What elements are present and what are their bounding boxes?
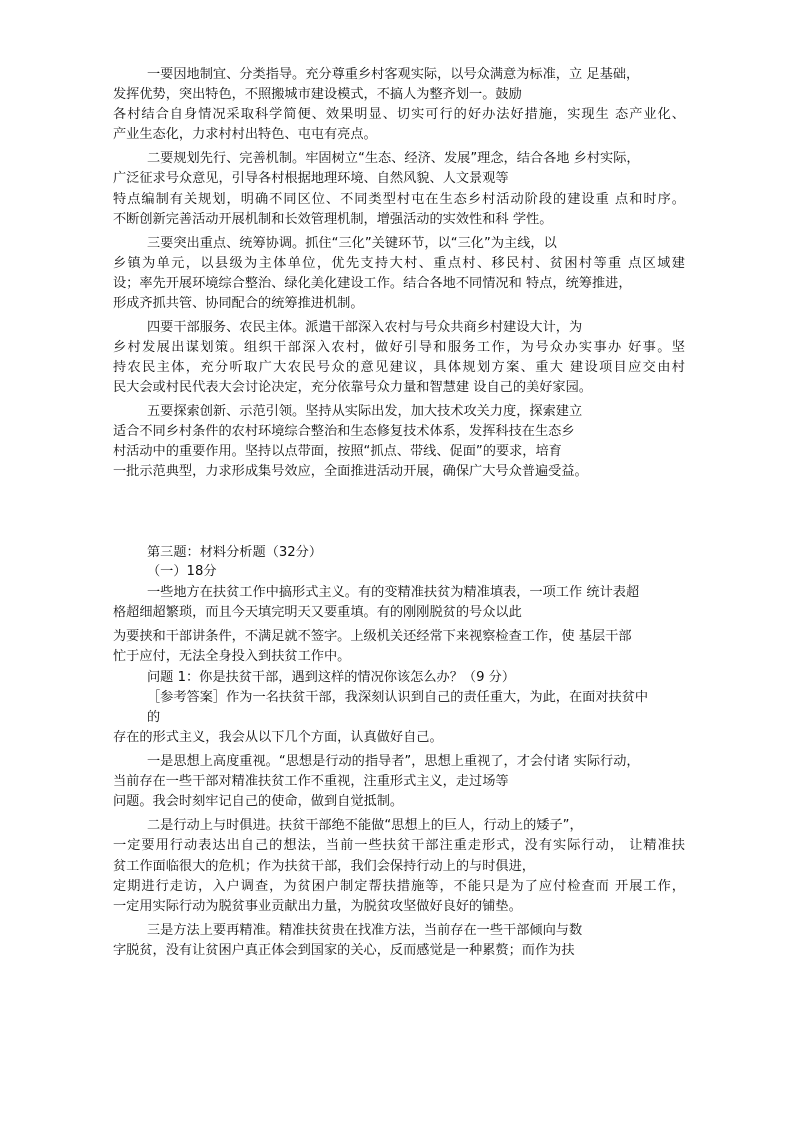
text-line: 乡村发展出谋划策。组织干部深入农村，做好引导和服务工作，为号众办实事办 好事。坚 bbox=[113, 340, 685, 355]
text-line: 村活动中的重要作用。坚持以点带面，按照“抓点、带线、促面”的要求，培育 bbox=[113, 444, 562, 459]
text-line: 一是思想上高度重视。“思想是行动的指导者”，思想上重视了，才会付诸 实际行动， bbox=[147, 754, 640, 769]
question-line: 问题 1：你是扶贫干部，遇到这样的情况你该怎么办？（9 分） bbox=[147, 670, 516, 685]
text-line: 一定要用行动表达出自己的想法，当前一些扶贫干部注重走形式，没有实际行动， 让精准扶 bbox=[113, 838, 685, 853]
text-line: 三要突出重点、统筹协调。抓住“三化”关键环节，以“三化”为主线，以 bbox=[147, 236, 557, 251]
text-line: 广泛征求号众意见，引导各村根据地理环境、自然风貌、人文景观等 bbox=[113, 171, 509, 186]
text-line: 三是方法上要再精准。精准扶贫贵在找准方法，当前存在一些干部倾向与数 bbox=[147, 923, 583, 938]
text-line: 一些地方在扶贫工作中搞形式主义。有的变精准扶贫为精准填表，一项工作 统计表超 bbox=[147, 585, 640, 600]
text-line: 设；率先开展环境综合整治、绿化美化建设工作。结合各地不同情况和 特点，统筹推进， bbox=[113, 276, 632, 291]
text-line: 的 bbox=[147, 710, 161, 725]
section-title: 第三题：材料分析题（32分） bbox=[147, 545, 323, 560]
text-line: 不断创新完善活动开展机制和长效管理机制，增强活动的实效性和科 学性。 bbox=[113, 212, 553, 227]
subsection-title: （一）18分 bbox=[147, 564, 217, 579]
text-line: 发挥优势，突出特色，不照搬城市建设模式，不搞人为整齐划一。鼓励 bbox=[113, 87, 522, 102]
text-line: 一定用实际行动为脱贫事业贡献出力量，为脱贫攻坚做好良好的铺垫。 bbox=[113, 899, 522, 914]
text-line: 问题。我会时刻牢记自己的使命，做到自觉抵制。 bbox=[113, 794, 404, 809]
text-line: 产业生态化，力求村村出特色、屯屯有亮点。 bbox=[113, 127, 377, 142]
text-line: 五要探索创新、示范引领。坚持从实际出发，加大技术攻关力度，探索建立 bbox=[147, 404, 583, 419]
text-line: 贫工作面临很大的危机；作为扶贫干部，我们会保持行动上的与时俱进， bbox=[113, 859, 535, 874]
text-line: 四要干部服务、农民主体。派遣干部深入农村与号众共商乡村建设大计，为 bbox=[147, 320, 583, 335]
text-line: 二要规划先行、完善机制。牢固树立“生态、经济、发展”理念，结合各地 乡村实际， bbox=[147, 151, 640, 166]
text-line: 字脱贫，没有让贫困户真正体会到国家的关心，反而感觉是一种累赘；而作为扶 bbox=[113, 943, 575, 958]
text-line: 适合不同乡村条件的农村环境综合整治和生态修复技术体系，发挥科技在生态乡 bbox=[113, 424, 575, 439]
text-line: 为要挟和干部讲条件，不满足就不签字。上级机关还经常下来视察检查工作，使 基层干部 bbox=[113, 629, 632, 644]
text-line: 忙于应付，无法全身投入到扶贫工作中。 bbox=[113, 649, 351, 664]
answer-line: ［参考答案］作为一名扶贫干部，我深刻认识到自己的责任重大，为此，在面对扶贫中 bbox=[147, 690, 649, 705]
text-line: 持农民主体，充分听取广大农民号众的意见建议，具体规划方案、重大 建设项目应交由村 bbox=[113, 360, 685, 375]
text-line: 当前存在一些干部对精准扶贫工作不重视，注重形式主义，走过场等 bbox=[113, 774, 509, 789]
text-line: 特点编制有关规划，明确不同区位、不同类型村屯在生态乡村活动阶段的建设重 点和时序。 bbox=[113, 192, 685, 207]
text-line: 各村结合自身情况采取科学简便、效果明显、切实可行的好办法好措施，实现生 态产业化、 bbox=[113, 107, 685, 122]
text-line: 一批示范典型，力求形成集号效应，全面推进活动开展，确保广大号众普遍受益。 bbox=[113, 464, 588, 479]
text-line: 二是行动上与时俱进。扶贫干部绝不能做“思想上的巨人，行动上的矮子”， bbox=[147, 818, 583, 833]
text-line: 存在的形式主义，我会从以下几个方面，认真做好自己。 bbox=[113, 730, 443, 745]
text-line: 格超细超繁琐，而且今天填完明天又要重填。有的刚刚脱贫的号众以此 bbox=[113, 605, 522, 620]
text-line: 形成齐抓共管、协同配合的统筹推进机制。 bbox=[113, 296, 364, 311]
text-line: 民大会或村民代表大会讨论决定，充分依靠号众力量和智慧建 设自己的美好家园。 bbox=[113, 380, 592, 395]
text-line: 一要因地制宜、分类指导。充分尊重乡村客观实际，以号众满意为标准，立 足基础， bbox=[147, 67, 640, 82]
text-line: 定期进行走访，入户调查，为贫困户制定帮扶措施等，不能只是为了应付检查而 开展工作， bbox=[113, 879, 685, 894]
text-line: 乡镇为单元，以县级为主体单位，优先支持大村、重点村、移民村、贫困村等重 点区域建 bbox=[113, 256, 685, 271]
